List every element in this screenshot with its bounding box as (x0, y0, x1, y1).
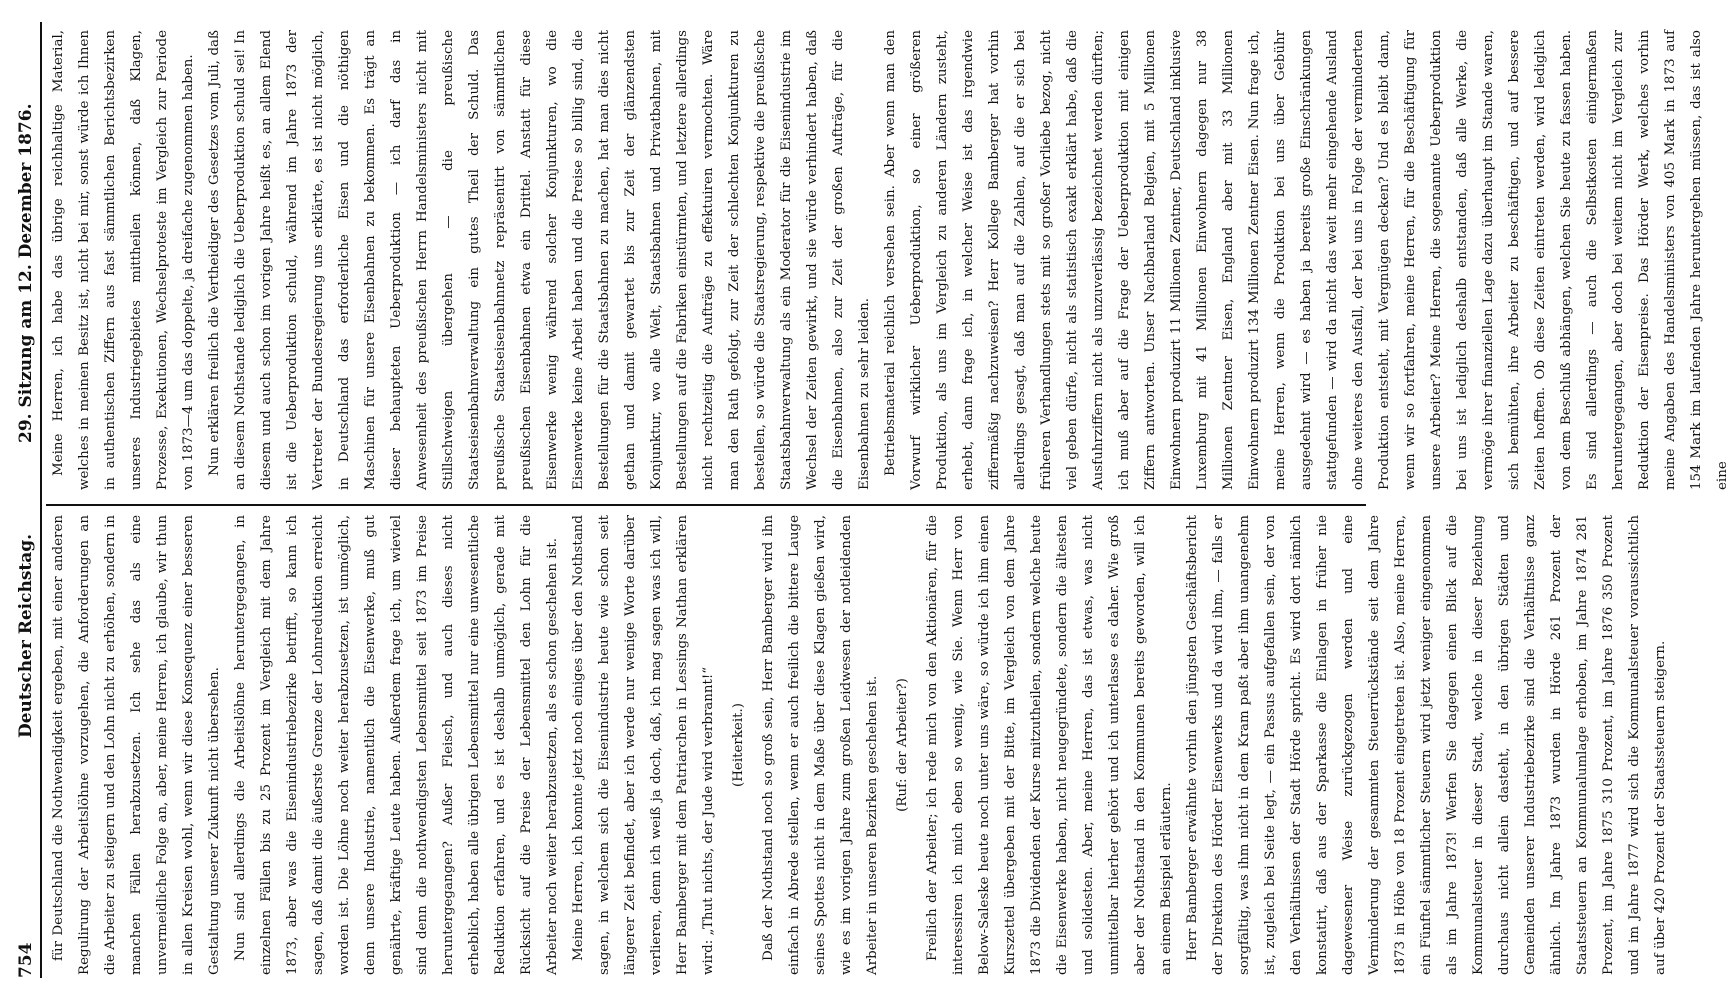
paragraph: Meine Herren, ich habe das übrige reichhaltige Material, welches in meinen Besitz ist, nicht bei mir, sonst würde ich Ihnen in authentischen Ziffern aus fast sämmtlichen Berichtsbezirken unseres Industriegebietes mittheilen können, daß Klagen, Prozesse, Exekutionen, Wechselproteste im Vergleich zur Periode von 1873—4 um das doppelte, ja dreifache zugenommen haben. (51, 30, 196, 490)
page-number: 754 (16, 942, 36, 978)
paragraph: Nun erklären freilich die Vertheidiger des Gesetzes vom Juli, daß an diesem Nothstande lediglich die Ueberproduktion schuld sei! In diesem und auch schon im vorigen Jahre heißt es, an allem Elend ist die Ueberproduktion schuld, während im Jahre 1873 der Vertreter der Bundesregierung uns erklärte, es ist nicht möglich, in Deutschland das erforderliche Eisen und die nöthigen Maschinen für unsere Eisenbahnen zu bekommen. Es trägt an dieser behaupteten Ueberproduktion — ich darf das in Anwesenheit des preußischen Herrn Handelsministers nicht mit Stillschweigen übergehen — die preußische Staatseisenbahnverwaltung ein gutes Theil der Schuld. Das preußische Staatseisenbahnnetz repräsentirt von sämmtlichen preußischen Eisenbahnen etwa ein Drittel. Anstatt für diese Eisenwerke wenig während solcher Konjunkturen, wo die Eisenwerke keine Arbeit haben und die Preise so billig sind, die Bestellungen für die Staatsbahnen zu machen, hat man dies nicht gethan und damit gewartet bis zur Zeit der glänzendsten Konjunktur, wo alle Welt, Staatsbahnen und Privatbahnen, mit Bestellungen auf die Fabriken einstürmten, und letztere allerdings nicht rechtzeitig die Aufträge zu effektuiren vermochten. Wäre man den Rath gefolgt, zur Zeit der schlechten Konjunkturen zu bestellen, so würde die Staatsregierung, respektive die preußische Staatsbahnverwaltung als ein Moderator für die Eisenindustrie im Wechsel der Zeiten gewirkt, und sie würde verhindert haben, daß die Eisenbahnen, also zur Zeit der großen Aufträge, für die Eisenbahnen zu sehr leiden. (207, 30, 872, 490)
paragraph: Meine Herren, ich konnte jetzt noch einiges über den Nothstand sagen, in welchem sich die Eisenindustrie heute wie schon seit längerer Zeit befindet, aber ich werde nur wenige Worte darüber verlieren, denn ich weiß ja doch, daß, ich mag sagen was ich will, Herr Bamberger mit dem Patriarchen in Lessings Nathan erklären wird: „Thut nichts, der Jude wird verbrannt!“ (571, 515, 716, 975)
journal-title: Deutscher Reichstag. (16, 533, 36, 738)
interjection: (Heiterkeit.) (731, 703, 746, 787)
paragraph: Daß der Nothstand noch so groß sein, Herr Bamberger wird ihn einfach in Abrede stellen, wenn er auch freilich die bittere Lauge seines Spottes nicht in dem Maße über diese Klagen gießen wird, wie es im vorigen Jahre zum großen Leidwesen der notleidenden Arbeiter in unseren Bezirken geschehen ist. (761, 515, 880, 975)
column-divider (46, 504, 1366, 506)
interjection: (Ruf: der Arbeiter?) (895, 678, 910, 812)
paragraph: Nun sind allerdings die Arbeitslöhne heruntergegangen, in einzelnen Fällen bis zu 25 Prozent im Vergleich mit dem Jahre 1873, aber was die Eisenindustriebezirke betrifft, so kann ich sagen, daß damit die äußerste Grenze der Lohnreduktion erreicht worden ist. Die Löhne noch weiter herabzusetzen, ist unmöglich, denn unsere Industrie, namentlich die Eisenwerke, muß gut genährte, kräftige Leute haben. Außerdem frage ich, um wieviel sind denn die nothwendigsten Lebensmittel seit 1873 im Preise heruntergegangen? Außer Fleisch, und auch dieses nicht erheblich, haben alle übrigen Lebensmittel nur eine unwesentliche Reduktion erfahren, und es ist deshalb unmöglich, gerade mit Rücksicht auf die Preise der Lebensmittel den Lohn für die Arbeiter noch weiter herabzusetzen, als es schon geschehen ist. (233, 515, 560, 975)
paragraph: Betriebsmaterial reichlich versehen sein. Aber wenn man den Vorwurf wirklicher Ueberproduktion, so einer größeren Produktion, als uns im Vergleich zu anderen Ländern zusteht, erhebt, dann frage ich, in welcher Weise ist das irgendwie ziffermäßig nachzuweisen? Herr Kollege Bamberger hat vorhin allerdings gesagt, daß man auf die Zahlen, auf die er sich bei früheren Verhandlungen stets mit so großer Vorliebe bezog, nicht viel geben dürfe, nicht als statistisch exakt erklärt habe, daß die Ausfuhrziffern nicht als unzuverlässig bezeichnet werden dürften; ich muß aber auf die Frage der Ueberproduktion mit einigen Ziffern antworten. Unser Nachbarland Belgien, mit 5 Millionen Einwohnern produzirt 11 Millionen Zentner, Deutschland inklusive Luxemburg mit 41 Millionen Einwohnern dagegen nur 38 Millionen Zentner Eisen, England aber mit 33 Millionen Einwohnern produzirt 134 Millionen Zentner Eisen. Nun frage ich, meine Herren, wenn die Produktion bei uns über Gebühr ausgedehnt wird — es haben ja bereits große Einschränkungen stattgefunden — wird da nicht das weit mehr eingehende Ausland ohne weiteres den Ausfall, der bei uns in Folge der verminderten Produktion entsteht, mit Vergnügen decken? Und es bleibt dann, wenn wir so fortfahren, meine Herren, für die Beschäftigung für unsere Arbeiter? Meine Herren, die sogenannte Ueberproduktion bei uns ist lediglich deshalb entstanden, daß alle Werke, die vermöge ihrer finanziellen Lage dazu überhaupt im Stande waren, sich bemühten, ihre Arbeiter zu beschäftigen, und auf bessere Zeiten hofften. Ob diese Zeiten eintreten werden, wird lediglich von dem Beschluß abhängen, welchen Sie heute zu fassen haben. Es sind allerdings — auch die Selbstkosten einigermaßen heruntergegangen, aber doch bei weitem nicht im Vergleich zur Reduktion der Eisenpreise. Das Hörder Werk, welches vorhin meine Angaben des Handelsministers von 405 Mark in 1873 auf 154 Mark im laufenden Jahre heruntergehen müssen, das ist also eine (883, 30, 1730, 490)
paragraph: Freilich der Arbeiter; ich rede mich von den Aktionären, für die interessiren ich mich eben so wenig, wie Sie. Wenn Herr von Below-Saleske heute noch unter uns wäre, so würde ich ihm einen Kurszettel übergeben mit der Bitte, im Vergleich von dem Jahre 1873 die Dividenden der Kurse mitzutheilen, sondern welche heute die Eisenwerke haben, nicht neugegründete, sondern die ältesten und solidesten. Aber, meine Herren, das ist etwas, was nicht unmittelbar hierher gehört und ich unterlasse es daher. Wie groß aber der Nothstand in den Kommunen bereits geworden, will ich an einem Beispiel erläutern. (925, 515, 1174, 975)
paragraph: Herr Bamberger erwähnte vorhin den jüngsten Geschäftsbericht der Direktion des Hörder Eisenwerks und da wird ihm, — falls er sorgfältig, was ihm nicht in dem Kram paßt aber ihm unangenehm ist, zugleich bei Seite legt, — ein Passus aufgefallen sein, der von den Verhältnissen der Stadt Hörde spricht. Es wird dort nämlich konstatirt, daß aus der Sparkasse die Einlagen in früher nie dagewesener Weise zurückgezogen werden und eine Verminderung der gesammten Steuerrückstände seit dem Jahre 1873 in Höhe von 18 Prozent eingetreten ist. Also, meine Herren, ein Fünftel sämmtlicher Steuern wird jetzt weniger eingenommen als im Jahre 1873! Werfen Sie dagegen einen Blick auf die Kommunalsteuer in dieser Stadt, welche in dieser Beziehung durchaus nicht allein dasteht, in den übrigen Städten und Gemeinden unserer Industriebezirke sind die Verhältnisse ganz ähnlich. Im Jahre 1873 wurden in Hörde 261 Prozent der Staatssteuern an Kommunalumlage erhoben, im Jahre 1874 281 Prozent, im Jahre 1875 310 Prozent, im Jahre 1876 350 Prozent und im Jahre 1877 wird sich die Kommunalsteuer voraussichtlich auf über 420 Prozent der Staatssteuern steigern. (1185, 515, 1668, 975)
session-title: 29. Sitzung am 12. Dezember 1876. (16, 103, 36, 443)
left-column (46, 515, 1668, 975)
right-column (46, 30, 1730, 490)
paragraph: für Deutschland die Nothwendigkeit ergeben, mit einer anderen Regulirung der Arbeitslöhne vorzugehen, die Anforderungen an die Arbeiter zu steigern und den Lohn nicht zu erhöhen, sondern in manchen Fällen herabzusetzen. Ich sehe das als eine unvermeidliche Folge an, aber, meine Herren, ich glaube, wir thun in allen Kreisen wohl, wenn wir diese Konsequenz einer besseren Gestaltung unserer Zukunft nicht übersehen. (51, 515, 222, 975)
page-header (10, 22, 42, 978)
